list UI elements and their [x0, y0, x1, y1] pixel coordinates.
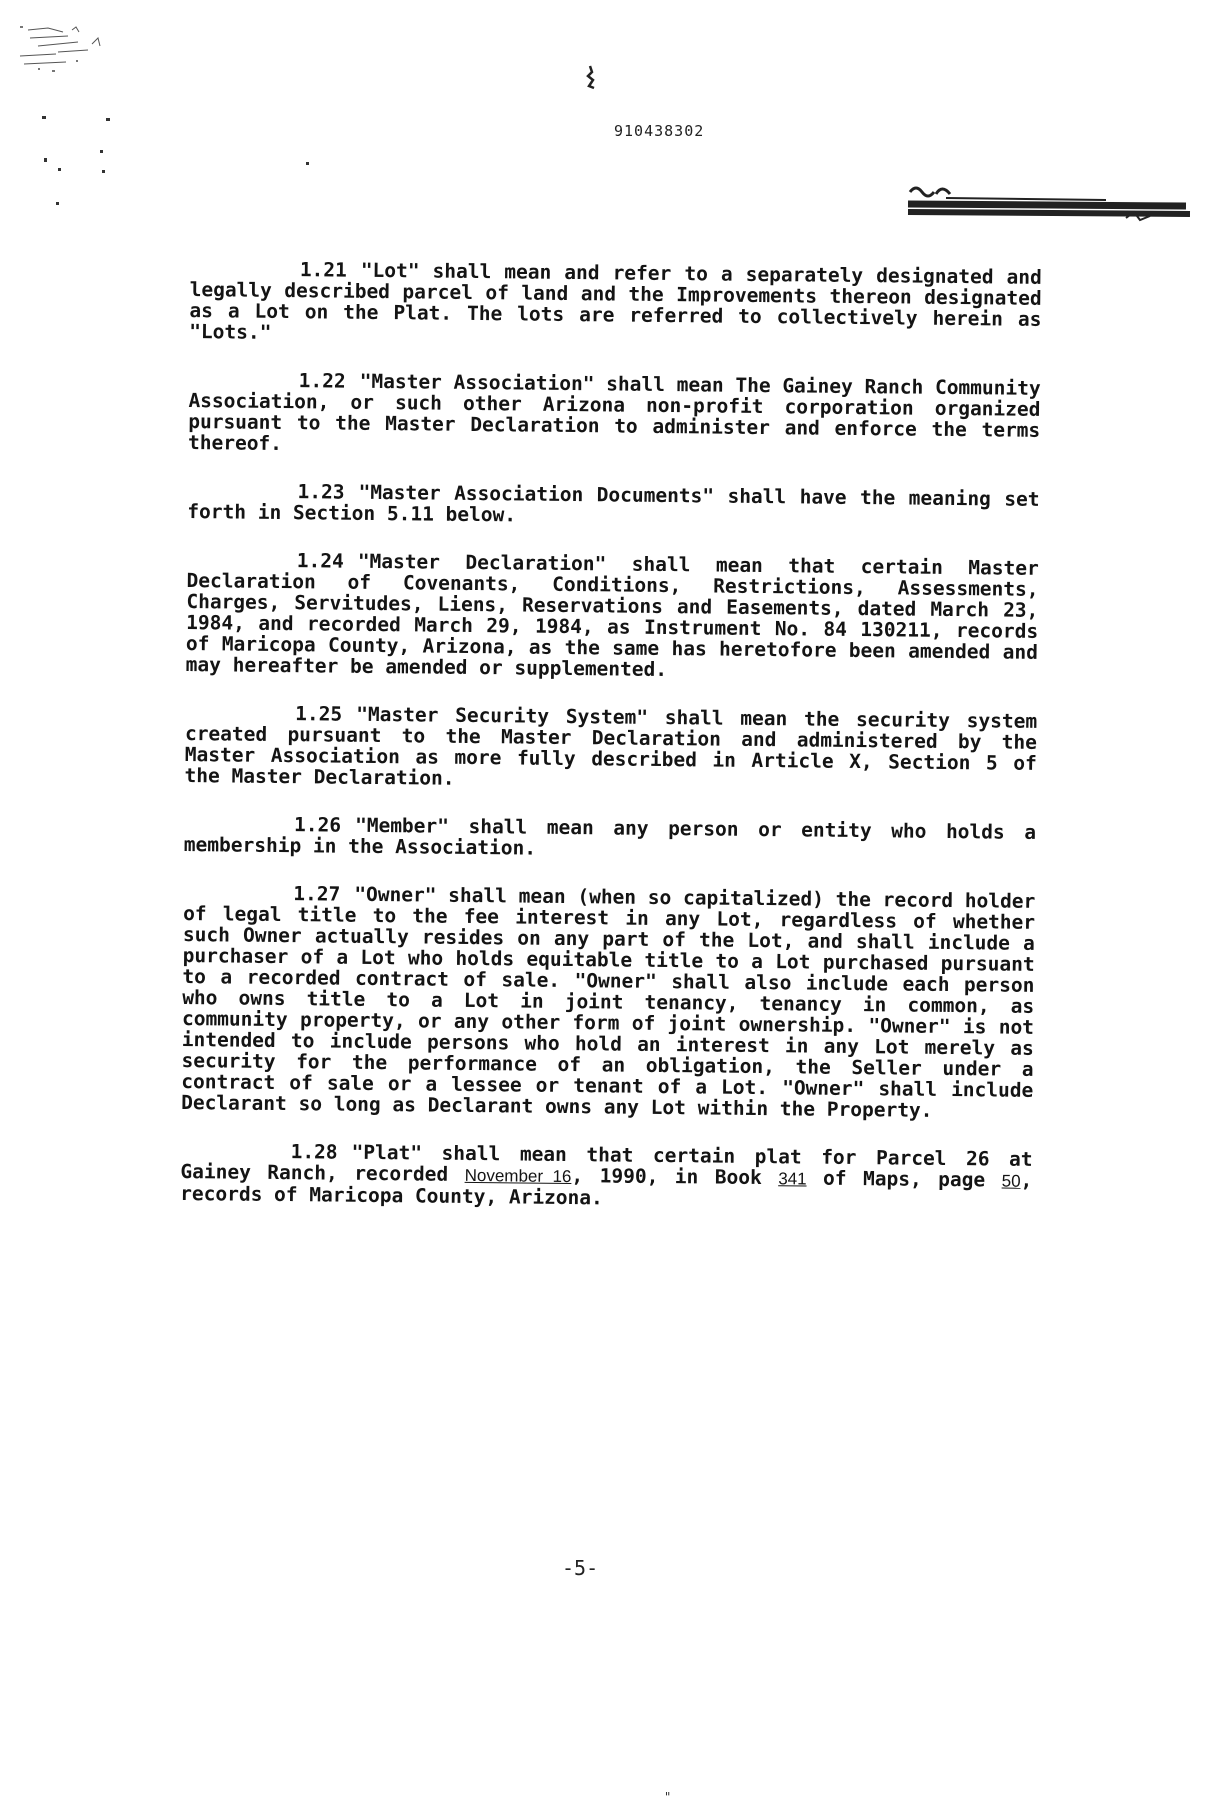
paragraph-text: "Master Association Documents" shall have the meaning set forth in Section 5.11 below. [187, 480, 1040, 527]
page-number-blank: 50 [1001, 1171, 1021, 1191]
paragraph-text: , records of Maricopa County, Arizona. [180, 1168, 1033, 1210]
definition-paragraph-plat [180, 1140, 1033, 1213]
scan-specks [30, 110, 330, 220]
document-number: 910438302 [614, 122, 705, 140]
paragraph-text: "Plat" shall mean that certain plat for Parcel 26 at Gainey Ranch, recorded [180, 1140, 1033, 1186]
section-number: 1.28 [290, 1140, 338, 1164]
paragraph-text: "Master Declaration" shall mean that certain Master Declaration of Covenants, Conditions, Restrictions, Assessments, Charges, Servitudes, Liens, Reservations and Easements, dated March 23, 1984, and recorded March 29, 1984, as Instrument No. 84 130211, records of Maricopa County, Arizona, as the same has heretofore been amended and may hereafter be amended or supplemented. [185, 549, 1039, 682]
section-number: 1.25 [295, 702, 343, 726]
section-number: 1.23 [297, 480, 345, 504]
definition-paragraph-master-security-system [184, 702, 1037, 795]
book-number-blank: 341 [778, 1169, 807, 1189]
bottom-mark: " [664, 1790, 672, 1804]
recording-stamp-scribble [906, 182, 1192, 224]
section-number: 1.26 [293, 813, 342, 837]
paragraph-text: of Maps, page [822, 1166, 986, 1192]
definition-paragraph-master-association-documents [187, 480, 1039, 531]
page-number: -5- [562, 1556, 599, 1580]
section-number: 1.27 [293, 882, 341, 906]
section-number: 1.21 [299, 258, 347, 282]
paragraph-text: , 1990, in Book [571, 1164, 762, 1190]
recorded-date-blank: November 16 [464, 1165, 572, 1187]
definition-paragraph-owner [181, 882, 1035, 1122]
paragraph-text: "Lot" shall mean and refer to a separately designated and legally described parcel of land and the Improvements thereon designated as a Lot on the Plat. The lots are referred to collectively herein as "Lots." [189, 258, 1042, 344]
filing-stamp-marks [8, 20, 118, 80]
definition-paragraph-lot [189, 258, 1042, 351]
definitions-body [180, 258, 1042, 1240]
section-number: 1.24 [296, 549, 344, 573]
paragraph-text: "Member" shall mean any person or entity who holds a membership in the Association. [183, 813, 1037, 860]
paragraph-text: "Master Security System" shall mean the security system created pursuant to the Master Declaration and administered by the Master Association as more fully described in Article X, Section 5 of the Master Declaration. [184, 702, 1038, 790]
scan-mark [584, 64, 598, 90]
paragraph-text: "Owner" shall mean (when so capitalized) the record holder of legal title to the fee interest in any Lot, regardless of whether such Owner actually resides on any part of the Lot, and shall include a purchaser of a Lot who holds equitable title to a Lot purchased pursuant to a recorded contract of sale. "Owner" shall also include each person who owns title to a Lot in joint tenancy, tenancy in common, as community property, or any other form of joint ownership. "Owner" is not intended to include persons who hold an interest in any Lot merely as security for the performance of an obligation, the Seller under a contract of sale or a lessee or tenant of a Lot. "Owner" shall include Declarant so long as Declarant owns any Lot within the Property. [181, 882, 1036, 1122]
section-number: 1.22 [298, 369, 346, 393]
definition-paragraph-member [184, 813, 1036, 864]
paragraph-text: "Master Association" shall mean The Gainey Ranch Community Association, or such other Arizona non-profit corporation organized pursuant to the Master Declaration to administer and enforce the terms thereof. [187, 369, 1041, 455]
definition-paragraph-master-association [188, 369, 1041, 462]
definition-paragraph-master-declaration [186, 549, 1039, 684]
